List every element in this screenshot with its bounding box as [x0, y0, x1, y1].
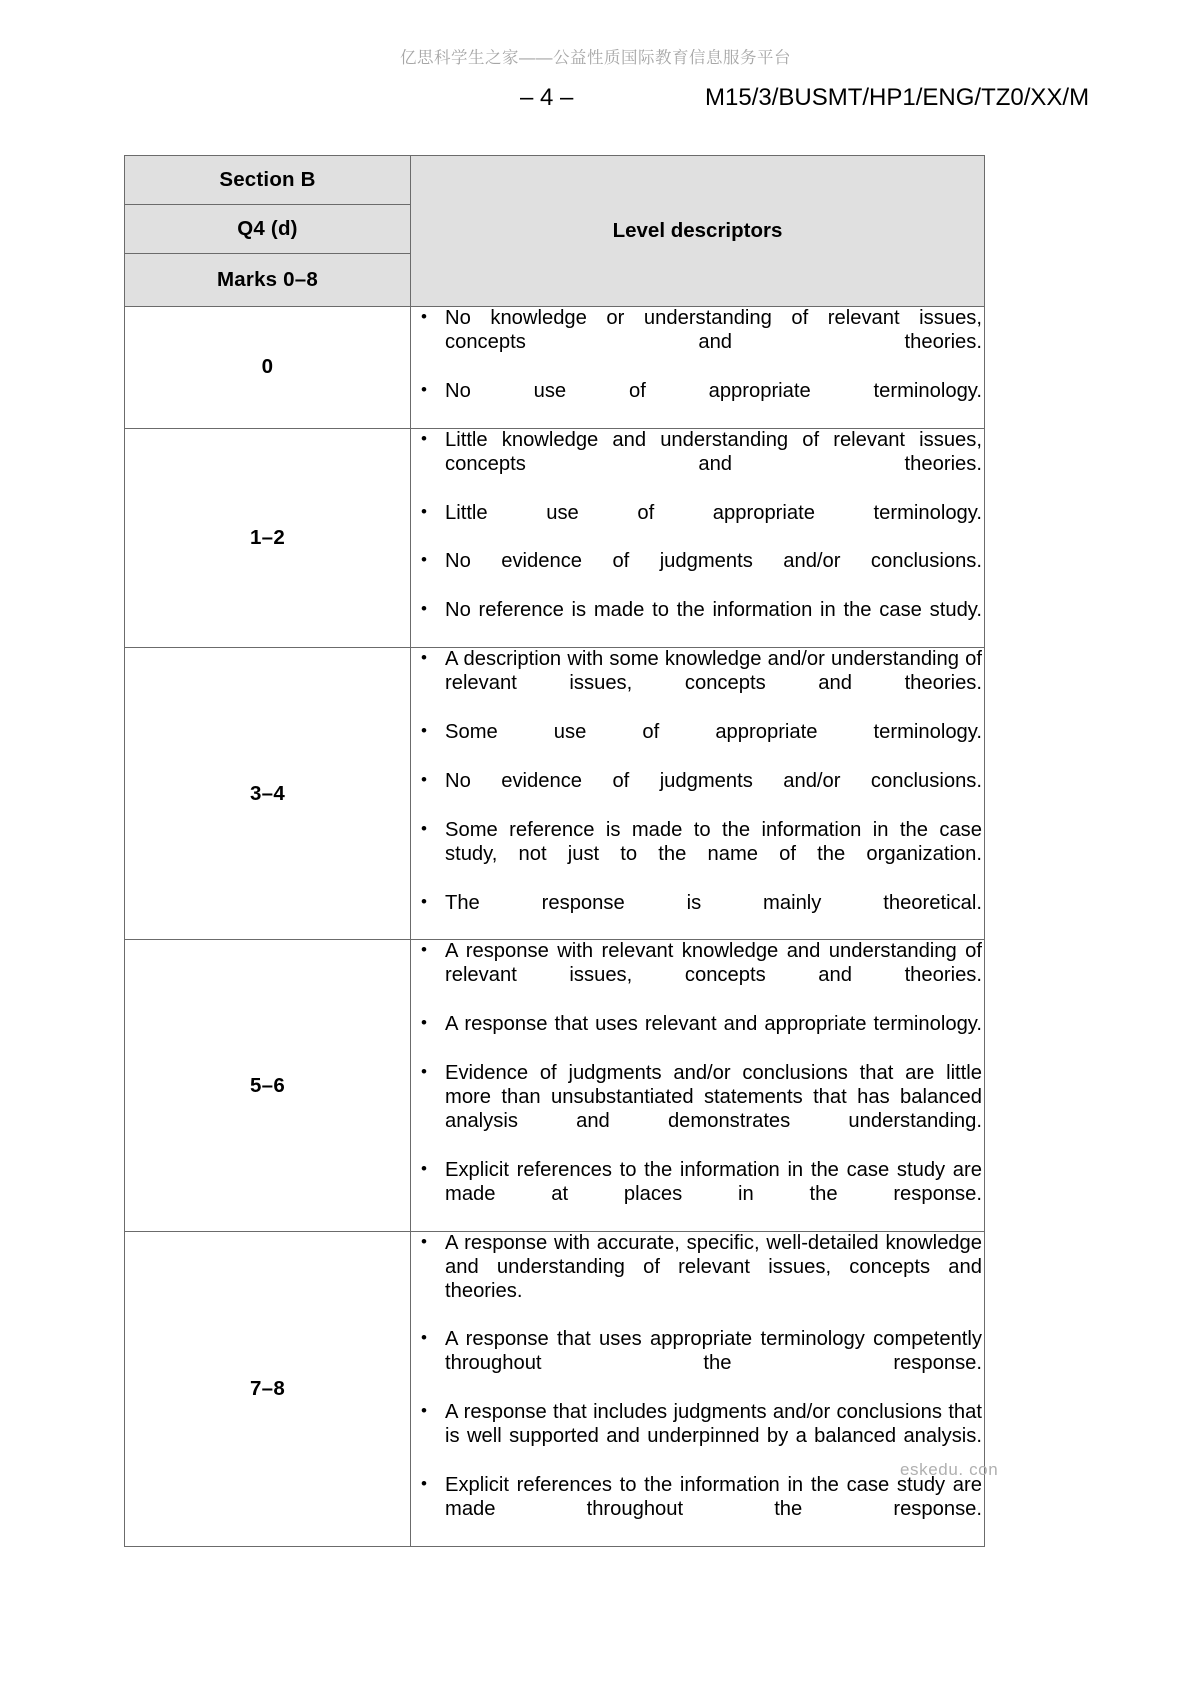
descriptor-bullet-list: [411, 940, 984, 1230]
list-item: • A response that uses relevant and appropriate terminology.: [445, 1013, 984, 1061]
level-descriptor-cell: [411, 940, 985, 1231]
list-item: • Little knowledge and understanding of relevant issues, concepts and theories.: [445, 429, 984, 501]
markscheme-table: [124, 155, 985, 1547]
level-descriptor-cell: [411, 307, 985, 429]
list-item: • A response that uses appropriate terminology competently throughout the response.: [445, 1328, 984, 1400]
list-item: • No evidence of judgments and/or conclusions.: [445, 550, 984, 598]
table-header-row-section: [125, 156, 985, 205]
level-descriptor-cell: [411, 428, 985, 647]
descriptor-bullet-list: [411, 648, 984, 939]
list-item: • Explicit references to the information in the case study are made throughout the response.: [445, 1474, 984, 1546]
marks-band-value: 3–4: [125, 648, 411, 940]
marks-band-value: 1–2: [125, 428, 411, 647]
list-item: • No evidence of judgments and/or conclusions.: [445, 770, 984, 818]
list-item: • Evidence of judgments and/or conclusions that are little more than unsubstantiated statements that has balanced analysis and demonstrates understanding.: [445, 1062, 984, 1158]
list-item: • Some reference is made to the information in the case study, not just to the name of the organization.: [445, 819, 984, 891]
level-descriptor-cell: [411, 648, 985, 940]
marks-band-value: 5–6: [125, 940, 411, 1231]
page-header: [120, 84, 1090, 118]
table-row: [125, 648, 985, 940]
list-item: • No use of appropriate terminology.: [445, 380, 984, 428]
list-item: • A response with relevant knowledge and understanding of relevant issues, concepts and theories.: [445, 940, 984, 1012]
descriptor-bullet-list: [411, 307, 984, 428]
list-item: • Some use of appropriate terminology.: [445, 721, 984, 769]
table-row: [125, 428, 985, 647]
list-item: • No reference is made to the information in the case study.: [445, 599, 984, 647]
marks-band-value: 0: [125, 307, 411, 429]
top-watermark: 亿思科学生之家——公益性质国际教育信息服务平台: [400, 49, 791, 67]
list-item: • Explicit references to the information in the case study are made at places in the response.: [445, 1159, 984, 1231]
header-cell-level-descriptors: Level descriptors: [411, 156, 985, 307]
list-item: • No knowledge or understanding of relevant issues, concepts and theories.: [445, 307, 984, 379]
header-cell-section: Section B: [125, 156, 411, 205]
descriptor-bullet-list: [411, 1232, 984, 1546]
markscheme-table-body: [125, 156, 985, 1547]
list-item: • A response with accurate, specific, well-detailed knowledge and understanding of relevant issues, concepts and theories.: [445, 1232, 984, 1328]
table-row: [125, 940, 985, 1231]
list-item: • Little use of appropriate terminology.: [445, 502, 984, 550]
paper-reference-code: M15/3/BUSMT/HP1/ENG/TZ0/XX/M: [705, 84, 1090, 111]
table-row: [125, 1231, 985, 1546]
header-cell-marks-range: Marks 0–8: [125, 254, 411, 307]
list-item: • A description with some knowledge and/or understanding of relevant issues, concepts and theories.: [445, 648, 984, 720]
list-item: • The response is mainly theoretical.: [445, 892, 984, 940]
header-cell-question: Q4 (d): [125, 205, 411, 254]
marks-band-value: 7–8: [125, 1231, 411, 1546]
descriptor-bullet-list: [411, 429, 984, 647]
level-descriptor-cell: [411, 1231, 985, 1546]
list-item: • A response that includes judgments and/or conclusions that is well supported and underpinned by a balanced analysis.: [445, 1401, 984, 1473]
table-row: [125, 307, 985, 429]
page-number: – 4 –: [520, 84, 574, 111]
bottom-watermark: eskedu. con: [900, 1460, 999, 1479]
